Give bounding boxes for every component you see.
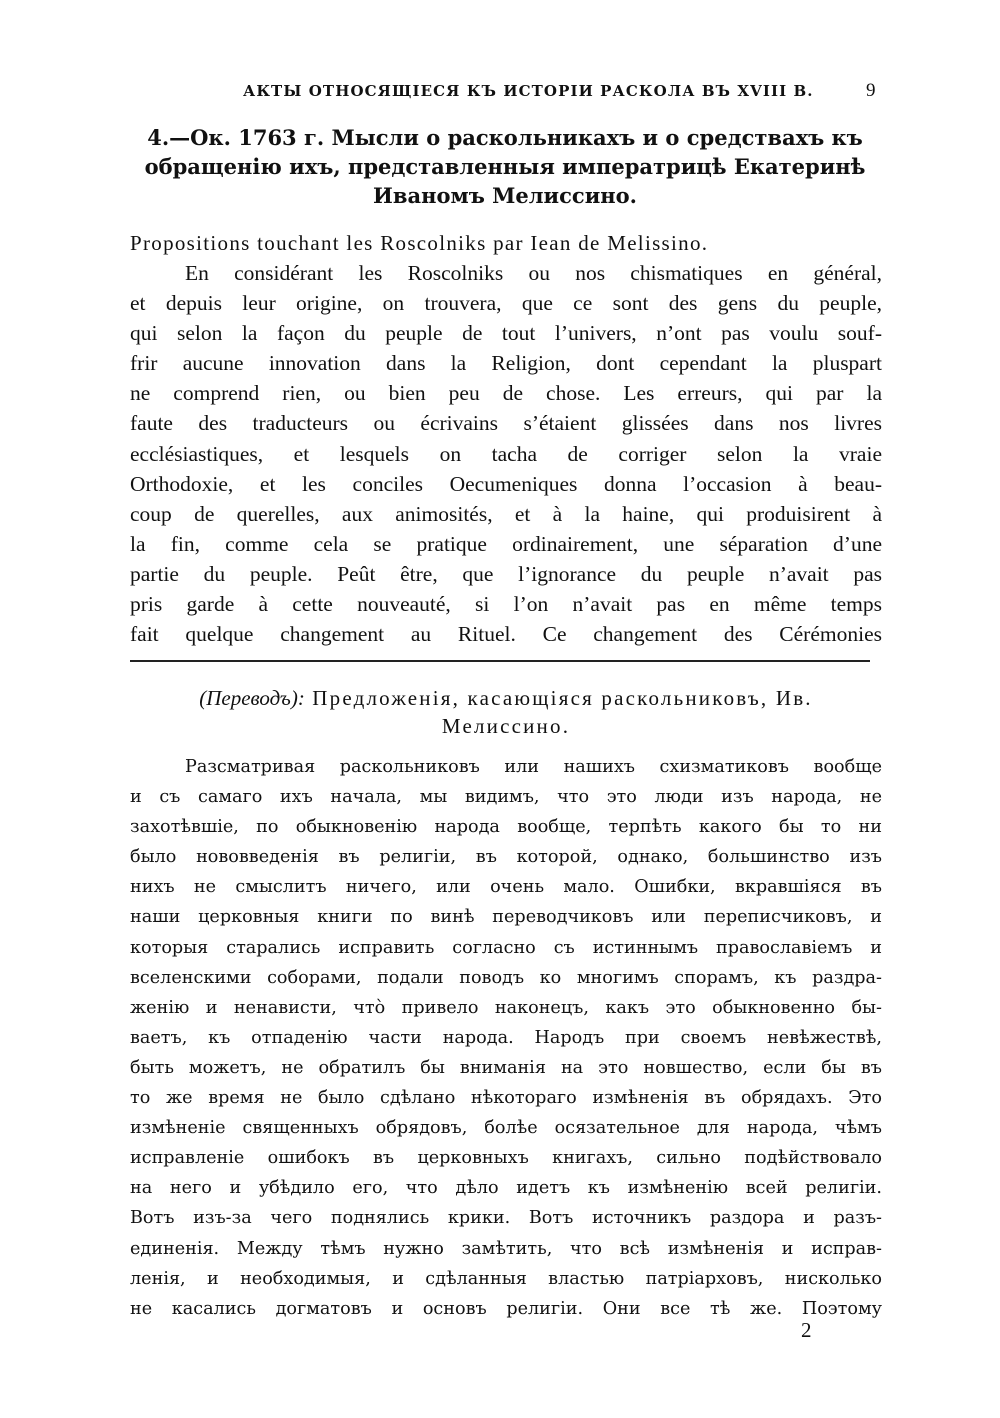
page-number: 9 <box>866 80 876 101</box>
signature-mark: 2 <box>801 1318 812 1342</box>
text-line: En considérant les Roscolniks ou nos chismatiques en général, <box>185 261 882 285</box>
text-line: которыя старались исправить согласно съ истиннымъ православіемъ и <box>130 937 882 958</box>
title-line: Иваномъ Мелиссино. <box>373 183 637 208</box>
text-line: coup de querelles, aux animosités, et à la haine, qui produisirent à <box>130 501 882 526</box>
text-line: ленія, и необходимыя, и сдѣланныя властью патріарховъ, нисколько <box>130 1268 882 1289</box>
translation-label: (Переводъ): <box>199 686 305 710</box>
text-line: et depuis leur origine, on trouvera, que ce sont des gens du peuple, <box>130 291 882 316</box>
heading-line: Мелиссино. <box>441 714 571 738</box>
text-line: исправленіе ошибокъ въ церковныхъ книгахъ, сильно подѣйствовало <box>130 1148 882 1169</box>
text-line: женію и ненависти, что̀ привело наконецъ, какъ это обыкновенно бы- <box>130 997 882 1018</box>
text-line: нихъ не смыслитъ ничего, или очень мало. Ошибки, вкравшіяся въ <box>130 877 882 898</box>
text-line: не касались догматовъ и основъ религіи. Они все тѣ же. Поэтому <box>130 1298 882 1319</box>
text-line: Orthodoxie, et les conciles Oecumeniques donna l’occasion à beau- <box>130 471 882 496</box>
text-line: то же время не было сдѣлано нѣкотораго измѣненія въ обрядахъ. Это <box>130 1088 882 1109</box>
russian-text <box>130 752 882 1324</box>
text-line: захотѣвшіе, по обыкновенію народа вообще, терпѣть какого бы то ни <box>130 817 882 838</box>
text-line: faute des traducteurs ou écrivains s’étaient glissées dans nos livres <box>130 411 882 436</box>
french-heading: Propositions touchant les Roscolniks par Iean de Melissino. <box>130 231 709 255</box>
title-line: обращенію ихъ, представленныя императрицѣ Екатеринѣ <box>144 154 866 179</box>
text-line: было нововведенія въ религіи, въ которой, однако, большинство изъ <box>130 847 882 868</box>
text-line: fait quelque changement au Rituel. Ce changement des Cérémonies <box>130 622 882 647</box>
text-line: и съ самаго ихъ начала, мы видимъ, что это люди изъ народа, не <box>130 787 882 808</box>
text-line: partie du peuple. Peût être, que l’ignorance du peuple n’avait pas <box>130 561 882 586</box>
section-divider <box>130 660 870 662</box>
heading-line <box>130 684 882 712</box>
text-line: Разсматривая раскольниковъ или нашихъ схизматиковъ вообще <box>185 757 882 777</box>
russian-heading <box>130 684 882 740</box>
text-line: измѣненіе священныхъ обрядовъ, болѣе осязательное для народа, чѣмъ <box>130 1118 882 1139</box>
text-line: Вотъ изъ-за чего поднялись крики. Вотъ источникъ раздора и разъ- <box>130 1208 882 1229</box>
text-line: la fin, comme cela se pratique ordinairement, une séparation d’une <box>130 531 882 556</box>
text-line: pris garde à cette nouveauté, si l’on n’avait pas en même temps <box>130 592 882 617</box>
text-line: qui selon la façon du peuple de tout l’univers, n’ont pas voulu souf- <box>130 321 882 346</box>
heading-text: Предложенія, касающіяся раскольниковъ, Ив. <box>312 686 813 710</box>
text-line: на него и убѣдило его, что дѣло идетъ къ измѣненію всей религіи. <box>130 1178 882 1199</box>
text-line: ваетъ, къ отпаденію части народа. Народъ при своемъ невѣжествѣ, <box>130 1027 882 1048</box>
document-title <box>130 123 880 210</box>
text-line: быть можетъ, не обратилъ бы вниманія на это новшество, если бы въ <box>130 1057 882 1078</box>
text-line: вселенскими соборами, подали поводъ ко многимъ спорамъ, къ раздра- <box>130 967 882 988</box>
text-line: frir aucune innovation dans la Religion, dont cependant la pluspart <box>130 351 882 376</box>
french-text <box>130 258 882 649</box>
text-line: наши церковныя книги по винѣ переводчиковъ или переписчиковъ, и <box>130 907 882 928</box>
running-header: АКТЫ ОТНОСЯЩІЕСЯ КЪ ИСТОРІИ РАСКОЛА ВЪ XVIII В. <box>243 82 814 100</box>
text-line: ecclésiastiques, et lesquels on tacha de corriger selon la vraie <box>130 441 882 466</box>
text-line: единенія. Между тѣмъ нужно замѣтить, что всѣ измѣненія и исправ- <box>130 1238 882 1259</box>
text-line: ne comprend rien, ou bien peu de chose. Les erreurs, qui par la <box>130 381 882 406</box>
title-line: 4.—Ок. 1763 г. Мысли о раскольникахъ и о средствахъ къ <box>147 125 863 150</box>
